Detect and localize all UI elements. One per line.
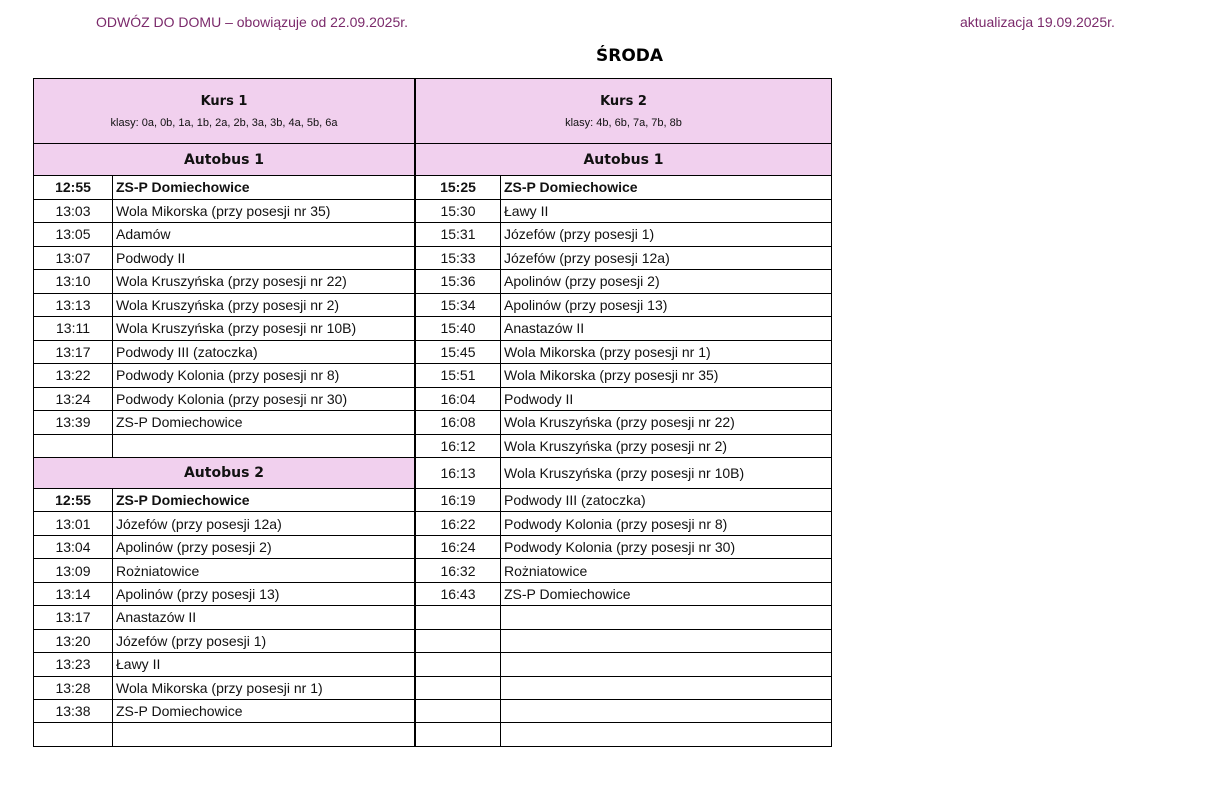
stop-time: 13:17 (34, 340, 113, 364)
stop-time: 13:20 (34, 629, 113, 652)
stop-time: 13:38 (34, 699, 113, 722)
stop-name: Podwody Kolonia (przy posesji nr 30) (501, 535, 832, 558)
stop-name: Rożniatowice (113, 559, 415, 582)
stop-name (501, 629, 832, 652)
stop-time: 16:24 (416, 535, 501, 558)
stop-name: Wola Kruszyńska (przy posesji nr 22) (113, 270, 415, 294)
update-date: aktualizacja 19.09.2025r. (960, 14, 1115, 30)
stop-name: Wola Mikorska (przy posesji nr 1) (113, 676, 415, 699)
stop-time: 13:39 (34, 411, 113, 435)
stop-time (416, 723, 501, 746)
stop-name: Apolinów (przy posesji 13) (113, 582, 415, 605)
stop-row (416, 606, 832, 629)
stop-row (34, 676, 415, 699)
stop-row (34, 606, 415, 629)
stop-name: Apolinów (przy posesji 13) (501, 293, 832, 317)
stop-name: Ławy II (113, 653, 415, 676)
stop-name: Wola Mikorska (przy posesji nr 35) (113, 199, 415, 223)
stop-time (34, 723, 113, 746)
stop-time: 15:30 (416, 199, 501, 223)
schedule-title: ODWÓZ DO DOMU – obowiązuje od 22.09.2025r. (96, 14, 409, 30)
stop-row (416, 629, 832, 652)
stop-row (34, 223, 415, 247)
stop-row (34, 387, 415, 411)
stop-row (416, 411, 832, 435)
stop-row (416, 293, 832, 317)
stop-name: Apolinów (przy posesji 2) (113, 535, 415, 558)
stop-time (34, 434, 113, 458)
stop-row (416, 582, 832, 605)
stop-name: Apolinów (przy posesji 2) (501, 270, 832, 294)
stop-row (416, 676, 832, 699)
stop-time: 16:19 (416, 489, 501, 512)
stop-row (416, 270, 832, 294)
stop-name: Józefów (przy posesji 1) (113, 629, 415, 652)
stop-name: Podwody II (113, 246, 415, 270)
stop-row (416, 434, 832, 458)
stop-row (34, 723, 415, 746)
stop-name: Wola Kruszyńska (przy posesji nr 10B) (501, 458, 832, 489)
kurs1-bus1-label: Autobus 1 (34, 144, 415, 176)
stop-name: Wola Kruszyńska (przy posesji nr 22) (501, 411, 832, 435)
stop-time: 16:43 (416, 582, 501, 605)
stop-row (416, 559, 832, 582)
stop-row (34, 489, 415, 512)
stop-row (416, 317, 832, 341)
stop-name: ZS-P Domiechowice (501, 176, 832, 200)
stop-time (416, 653, 501, 676)
stop-row (34, 199, 415, 223)
stop-name (501, 676, 832, 699)
stop-row (34, 411, 415, 435)
stop-time: 16:13 (416, 458, 501, 489)
stop-name: ZS-P Domiechowice (113, 489, 415, 512)
stop-row (416, 340, 832, 364)
stop-time: 15:36 (416, 270, 501, 294)
kurs1-table (33, 78, 415, 747)
stop-row (34, 434, 415, 458)
stop-time (416, 699, 501, 722)
stop-time: 13:05 (34, 223, 113, 247)
stop-name: Adamów (113, 223, 415, 247)
stop-name: Józefów (przy posesji 1) (501, 223, 832, 247)
stop-time: 15:25 (416, 176, 501, 200)
stop-row (34, 340, 415, 364)
stop-time: 15:40 (416, 317, 501, 341)
day-title: ŚRODA (596, 46, 664, 66)
stop-time: 13:23 (34, 653, 113, 676)
stop-time (416, 676, 501, 699)
stop-row (34, 246, 415, 270)
stop-name: Podwody II (501, 387, 832, 411)
stop-name: Józefów (przy posesji 12a) (113, 512, 415, 535)
kurs2-title: Kurs 2 (600, 93, 647, 109)
stop-time: 16:32 (416, 559, 501, 582)
stop-row (416, 364, 832, 388)
stop-time: 16:22 (416, 512, 501, 535)
stop-time: 16:08 (416, 411, 501, 435)
stop-name: Wola Kruszyńska (przy posesji nr 2) (501, 434, 832, 458)
stop-time: 13:13 (34, 293, 113, 317)
stop-row (416, 699, 832, 722)
stop-time: 13:22 (34, 364, 113, 388)
kurs2-bus1-label: Autobus 1 (416, 144, 832, 176)
stop-row (34, 270, 415, 294)
stop-time: 13:03 (34, 199, 113, 223)
stop-name (113, 723, 415, 746)
stop-row (416, 223, 832, 247)
stop-time (416, 629, 501, 652)
stop-row (416, 512, 832, 535)
stop-time: 13:24 (34, 387, 113, 411)
stop-name (501, 653, 832, 676)
stop-time: 16:04 (416, 387, 501, 411)
stop-name: Józefów (przy posesji 12a) (501, 246, 832, 270)
kurs2-header (416, 79, 832, 144)
stop-time: 16:12 (416, 434, 501, 458)
stop-time: 12:55 (34, 176, 113, 200)
stop-row (34, 699, 415, 722)
stop-row (416, 723, 832, 746)
kurs1-header (34, 79, 415, 144)
stop-row (416, 387, 832, 411)
stop-row (34, 535, 415, 558)
stop-row (416, 653, 832, 676)
stop-name: ZS-P Domiechowice (113, 176, 415, 200)
stop-row (416, 246, 832, 270)
stop-name: Podwody Kolonia (przy posesji nr 8) (501, 512, 832, 535)
stop-name: Podwody Kolonia (przy posesji nr 8) (113, 364, 415, 388)
kurs1-classes: klasy: 0a, 0b, 1a, 1b, 2a, 2b, 3a, 3b, 4a, 5b, 6a (110, 116, 338, 129)
stop-time: 13:11 (34, 317, 113, 341)
stop-row (34, 293, 415, 317)
stop-time: 12:55 (34, 489, 113, 512)
stop-row (34, 317, 415, 341)
stop-name: Podwody III (zatoczka) (501, 489, 832, 512)
stop-name: Anastazów II (501, 317, 832, 341)
stop-time: 13:17 (34, 606, 113, 629)
stop-name: Wola Kruszyńska (przy posesji nr 10B) (113, 317, 415, 341)
kurs1-title: Kurs 1 (200, 93, 248, 109)
stop-row (34, 629, 415, 652)
stop-time: 13:04 (34, 535, 113, 558)
stop-row (34, 559, 415, 582)
stop-row (416, 176, 832, 200)
stop-row (416, 458, 832, 489)
stop-name (501, 606, 832, 629)
stop-time: 15:34 (416, 293, 501, 317)
stop-name: Podwody Kolonia (przy posesji nr 30) (113, 387, 415, 411)
stop-time: 13:14 (34, 582, 113, 605)
stop-row (34, 364, 415, 388)
stop-name: Wola Mikorska (przy posesji nr 35) (501, 364, 832, 388)
stop-row (34, 653, 415, 676)
stop-row (34, 512, 415, 535)
stop-name: ZS-P Domiechowice (113, 411, 415, 435)
stop-time: 15:31 (416, 223, 501, 247)
stop-name (501, 699, 832, 722)
stop-time: 15:45 (416, 340, 501, 364)
stop-time: 13:09 (34, 559, 113, 582)
stop-time: 13:28 (34, 676, 113, 699)
stop-name: Ławy II (501, 199, 832, 223)
stop-time: 13:10 (34, 270, 113, 294)
stop-name: ZS-P Domiechowice (113, 699, 415, 722)
stop-name: ZS-P Domiechowice (501, 582, 832, 605)
stop-row (416, 535, 832, 558)
stop-row (416, 199, 832, 223)
stop-time: 13:01 (34, 512, 113, 535)
stop-time: 13:07 (34, 246, 113, 270)
stop-time: 15:51 (416, 364, 501, 388)
kurs2-table (415, 78, 832, 747)
stop-name: Wola Kruszyńska (przy posesji nr 2) (113, 293, 415, 317)
stop-name: Wola Mikorska (przy posesji nr 1) (501, 340, 832, 364)
stop-name (501, 723, 832, 746)
stop-row (34, 176, 415, 200)
stop-time (416, 606, 501, 629)
stop-name: Podwody III (zatoczka) (113, 340, 415, 364)
stop-name: Rożniatowice (501, 559, 832, 582)
stop-time: 15:33 (416, 246, 501, 270)
kurs1-bus2-label: Autobus 2 (34, 458, 415, 489)
kurs2-classes: klasy: 4b, 6b, 7a, 7b, 8b (565, 116, 682, 129)
stop-row (416, 489, 832, 512)
stop-row (34, 582, 415, 605)
stop-name: Anastazów II (113, 606, 415, 629)
stop-name (113, 434, 415, 458)
